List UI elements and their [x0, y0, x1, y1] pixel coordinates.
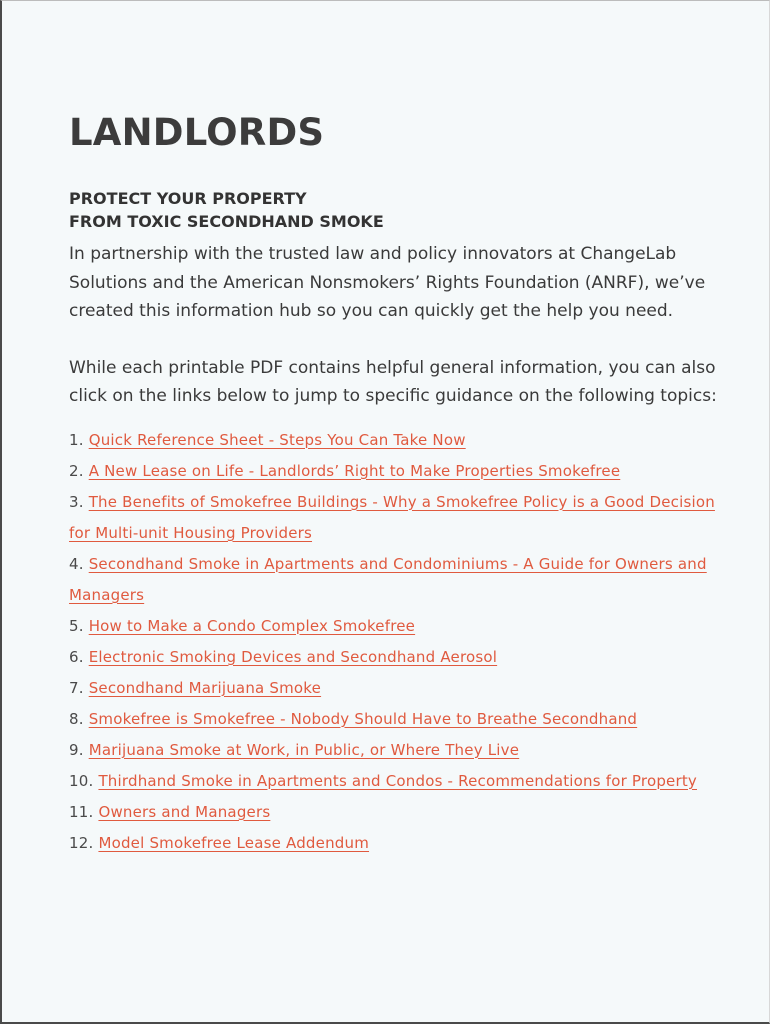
list-number: 6.	[69, 647, 84, 666]
list-item	[69, 797, 719, 828]
topic-link[interactable]: Electronic Smoking Devices and Secondhand Aerosol	[88, 647, 498, 666]
list-number: 9.	[69, 740, 84, 759]
list-item	[69, 456, 719, 487]
topic-link[interactable]: Secondhand Smoke in Apartments and Condominiums - A Guide for Owners and Managers	[69, 554, 707, 604]
list-item	[69, 549, 719, 611]
list-item	[69, 766, 719, 797]
topic-link[interactable]: Secondhand Marijuana Smoke	[88, 678, 322, 697]
topic-link[interactable]: Smokefree is Smokefree - Nobody Should Have to Breathe Secondhand	[88, 709, 638, 728]
page-content	[69, 111, 719, 859]
list-number: 5.	[69, 616, 84, 635]
list-number: 10.	[69, 771, 94, 790]
list-item	[69, 487, 719, 549]
list-number: 8.	[69, 709, 84, 728]
topic-link-list	[69, 425, 719, 859]
list-number: 11.	[69, 802, 94, 821]
list-number: 1.	[69, 430, 84, 449]
topic-link[interactable]: The Benefits of Smokefree Buildings - Why a Smokefree Policy is a Good Decision for Multi-unit Housing Providers	[69, 492, 715, 542]
subtitle-line: PROTECT YOUR PROPERTY	[69, 189, 307, 208]
page-title: LANDLORDS	[69, 111, 325, 154]
instructions-paragraph: While each printable PDF contains helpful general information, you can also click on the links below to jump to specific guidance on the following topics:	[69, 357, 717, 406]
topic-link[interactable]: Owners and Managers	[98, 802, 271, 821]
list-item	[69, 735, 719, 766]
list-number: 3.	[69, 492, 84, 511]
topic-link[interactable]: A New Lease on Life - Landlords’ Right to Make Properties Smokefree	[88, 461, 621, 480]
topic-link[interactable]: Model Smokefree Lease Addendum	[98, 833, 370, 852]
list-item	[69, 642, 719, 673]
list-number: 4.	[69, 554, 84, 573]
subtitle-line: FROM TOXIC SECONDHAND SMOKE	[69, 212, 384, 231]
list-item	[69, 673, 719, 704]
topic-link[interactable]: Quick Reference Sheet - Steps You Can Take Now	[88, 430, 466, 449]
list-item	[69, 611, 719, 642]
topic-link[interactable]: Marijuana Smoke at Work, in Public, or Where They Live	[88, 740, 520, 759]
list-number: 12.	[69, 833, 94, 852]
list-number: 2.	[69, 461, 84, 480]
list-item	[69, 828, 719, 859]
list-item	[69, 425, 719, 456]
list-item	[69, 704, 719, 735]
topic-link[interactable]: Thirdhand Smoke in Apartments and Condos - Recommendations for Property	[98, 771, 697, 790]
subtitle	[69, 187, 719, 233]
intro-paragraph: In partnership with the trusted law and policy innovators at ChangeLab Solutions and the American Nonsmokers’ Rights Foundation (ANRF), we’ve created this information hub so you can quickly get the help you need.	[69, 244, 706, 321]
topic-link[interactable]: How to Make a Condo Complex Smokefree	[88, 616, 416, 635]
list-number: 7.	[69, 678, 84, 697]
